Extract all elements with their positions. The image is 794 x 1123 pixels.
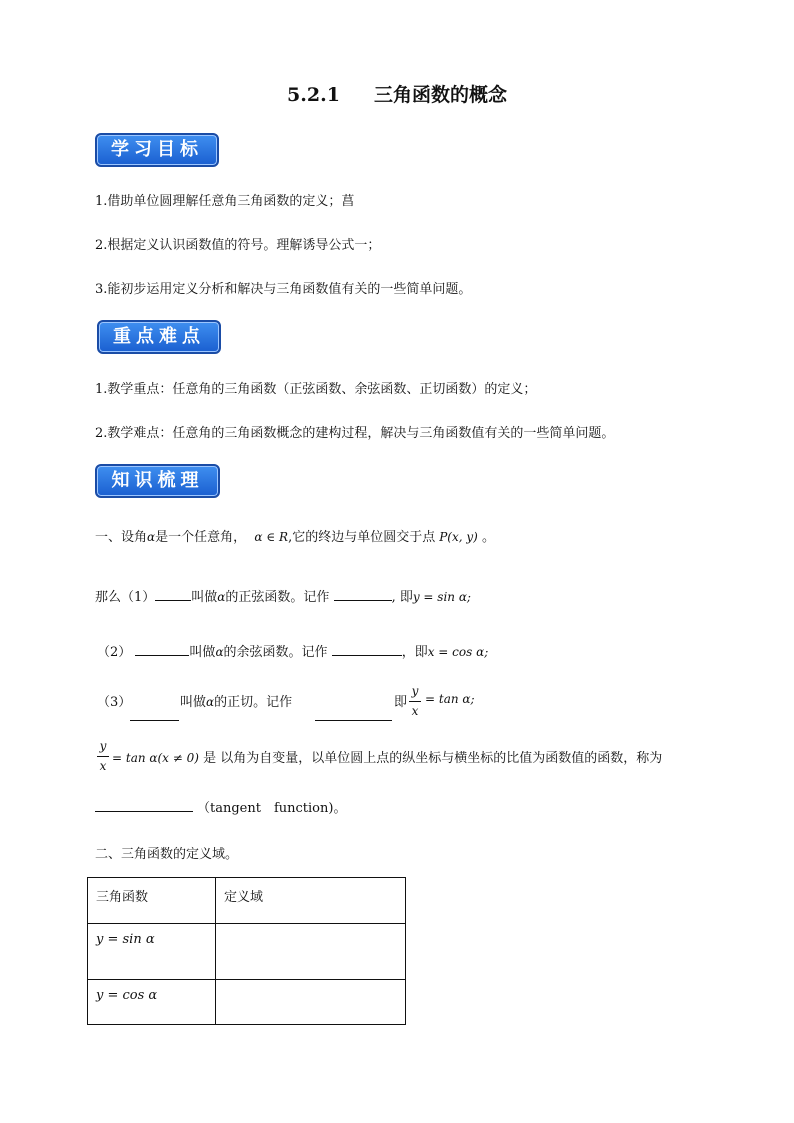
text-fragment: （tangent function)。 [197,801,347,816]
text-fragment: 叫做 [180,695,207,710]
domain-table [87,877,406,1025]
section-badge-objectives: 学习目标 [95,133,219,167]
alpha-symbol: α [206,695,215,709]
table-cell-empty[interactable] [216,924,406,980]
fill-blank[interactable] [315,720,392,721]
tangent-function-name-line [95,797,346,816]
fill-blank[interactable] [135,635,189,656]
fraction-numerator: y [99,739,107,753]
page-title [0,80,794,107]
domain-heading: 二、三角函数的定义域。 [95,847,239,862]
point-p: P(x, y) [439,530,478,544]
fraction-denominator: x [411,704,419,718]
key-point-2: 2.教学难点：任意角的三角函数概念的建构过程，解决与三角函数值有关的一些简单问题。 [95,426,615,441]
text-fragment: （2） [97,645,132,660]
tangent-ji: 即 [394,695,408,710]
table-header-row [88,878,406,924]
fraction-y-over-x [97,739,109,775]
sine-formula: y = sin α; [412,590,471,604]
definition-paragraph-1 [95,526,495,545]
cosine-definition-line [97,635,488,660]
title-text: 三角函数的概念 [373,84,507,106]
sine-definition-line [95,580,471,605]
fraction-bar [409,701,421,702]
table-row [88,980,406,1025]
key-point-1: 1.教学重点：任意角的三角函数（正弦函数、余弦函数、正切函数）的定义； [95,382,537,397]
text-fragment: 的正弦函数。记作 [225,590,330,605]
text-fragment: 叫做 [191,590,218,605]
table-cell-empty[interactable] [216,980,406,1025]
alpha-symbol: α [215,645,224,659]
title-number: 5.2.1 [287,84,340,106]
tangent-label-3: （3） [97,695,132,710]
alpha-symbol: α [147,530,156,544]
fill-blank[interactable] [334,580,392,601]
cosine-formula: x = cos α; [427,645,489,659]
fraction-y-over-x [409,684,421,720]
section-badge-knowledge: 知识梳理 [95,464,220,498]
fraction-numerator: y [411,684,419,698]
section-badge-key-points: 重点难点 [97,320,221,354]
text-fragment: 一、设角 [95,530,148,545]
text-fragment: 的余弦函数。记作 [223,645,328,660]
text-fragment: ,它的终边与单位圆交于点 [288,530,436,545]
table-cell: y = cos α [88,980,216,1025]
table-header-cell: 三角函数 [88,878,216,924]
tangent-condition-formula: = tan α(x ≠ 0) [112,751,199,765]
fill-blank[interactable] [95,797,193,812]
tangent-definition-text [180,691,292,710]
text-fragment: 。 [481,530,495,545]
table-header-cell: 定义域 [216,878,406,924]
text-fragment: 叫做 [189,645,216,660]
tangent-formula: = tan α; [425,692,475,706]
text-fragment: 是一个任意角， [155,530,247,545]
objective-3: 3.能初步运用定义分析和解决与三角函数值有关的一些简单问题。 [95,282,472,297]
fraction-denominator: x [99,759,107,773]
tangent-function-description [112,747,662,766]
fraction-bar [97,756,109,757]
alpha-in-r: α ∈ R [254,530,289,544]
text-fragment: 是 以角为自变量，以单位圆上点的纵坐标与横坐标的比值为函数值的函数，称为 [203,751,663,766]
table-row [88,924,406,980]
text-fragment: 的正切。记作 [214,695,293,710]
fill-blank[interactable] [155,586,191,601]
text-fragment: , 即 [391,590,413,605]
text-fragment: ，即 [401,645,428,660]
objective-1: 1.借助单位圆理解任意角三角函数的定义；菖 [95,194,355,209]
fill-blank[interactable] [130,720,179,721]
fill-blank[interactable] [332,635,402,656]
alpha-symbol: α [217,590,226,604]
objective-2: 2.根据定义认识函数值的符号。理解诱导公式一； [95,238,381,253]
table-cell: y = sin α [88,924,216,980]
text-fragment: 那么（1） [95,590,156,605]
